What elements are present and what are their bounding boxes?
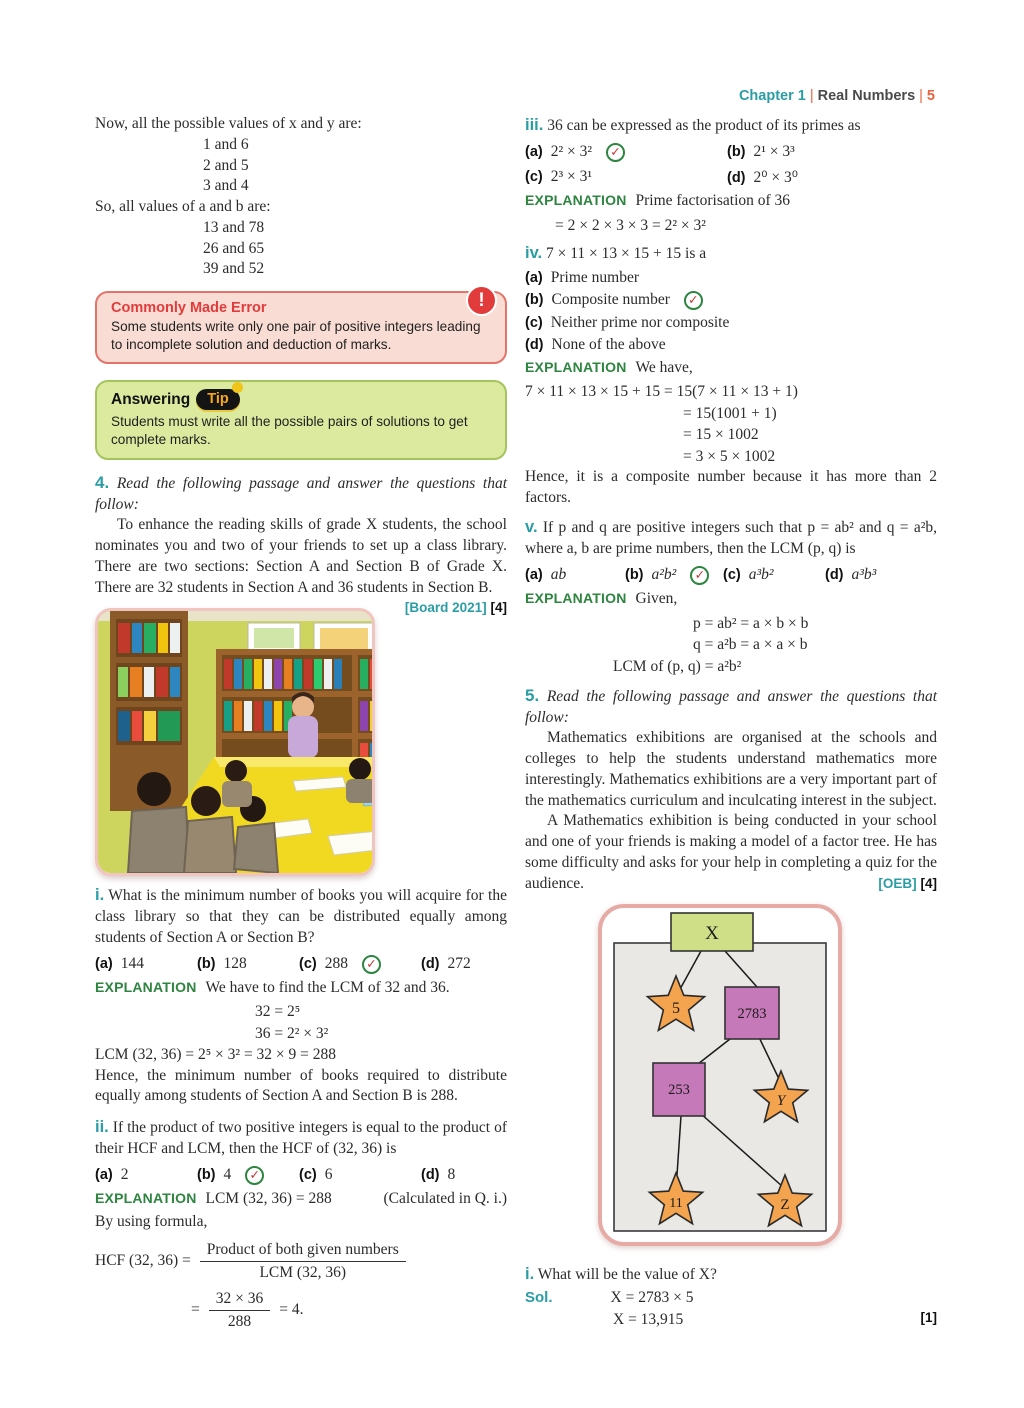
library-photo-illustration (98, 611, 375, 873)
option-a-label: (a) (525, 567, 543, 583)
value-pair: 39 and 52 (203, 260, 265, 278)
option-b-value: 2¹ × 3³ (753, 142, 795, 160)
factor-tree-diagram (597, 903, 844, 1253)
option-d-label: (d) (525, 336, 544, 353)
tip-box-text: Students must write all the possible pairs of solutions to get complete marks. (111, 414, 468, 448)
error-box-text: Some students write only one pair of positive integers leading to incomplete solution and deduction of marks. (111, 319, 481, 352)
page-number: 5 (926, 88, 935, 104)
tip-title-text: Answering (111, 390, 191, 408)
question-i2 (525, 1263, 937, 1286)
explanation-label: EXPLANATION (95, 1189, 197, 1206)
chapter-label: Chapter 1 (738, 88, 806, 104)
solution-equation (525, 1309, 937, 1330)
explanation-label: EXPLANATION (525, 358, 627, 375)
question-iv-explanation (525, 358, 937, 379)
equation: = 15 × 1002 (683, 426, 759, 444)
solution-row (525, 1287, 937, 1308)
marks-badge: [4] (490, 600, 507, 616)
option-b-value: 128 (223, 954, 247, 972)
option-c-label: (c) (723, 567, 741, 583)
header-separator: | (919, 88, 923, 104)
question-iii-explanation (525, 191, 937, 212)
question-4-number: 4. (95, 472, 110, 492)
fraction (200, 1241, 406, 1282)
chapter-title: Real Numbers (817, 88, 916, 104)
option-c-label: (c) (525, 168, 543, 185)
option-a-value: 2² × 3² (550, 142, 593, 160)
exclamation-icon: ! (466, 285, 497, 316)
question-i-options (95, 955, 507, 974)
question-4 (95, 472, 507, 516)
solution-equation: X = 2783 × 5 (610, 1289, 694, 1307)
option-a-label: (a) (95, 955, 113, 972)
option-a-value: Prime number (550, 268, 639, 286)
option-d-value: 8 (447, 1165, 456, 1183)
question-iv-text: 7 × 11 × 13 × 15 + 15 is a (546, 244, 707, 262)
option-a-value: 144 (120, 954, 144, 972)
option-d-value: a³b³ (851, 566, 877, 583)
question-4-passage (95, 515, 507, 616)
equation: = 2 × 2 × 3 × 3 = 2² × 3² (555, 216, 706, 234)
explanation-text: LCM (32, 36) = 288 (205, 1189, 332, 1207)
option-a-label: (a) (95, 1166, 113, 1183)
equation: q = a²b = a × a × b (693, 636, 808, 654)
answering-tip-box (95, 380, 507, 459)
correct-check-icon: ✓ (690, 566, 709, 585)
option-b-label: (b) (197, 955, 216, 972)
question-v-explanation (525, 589, 937, 610)
question-ii (95, 1116, 507, 1160)
option-d-label: (d) (421, 955, 440, 972)
question-iii (525, 114, 937, 137)
option-c-value: a³b² (748, 566, 774, 583)
star-11-label: 11 (669, 1195, 683, 1211)
option-b-label: (b) (727, 143, 746, 160)
equation: LCM of (p, q) = a²b² (613, 657, 742, 675)
question-i-number: i. (95, 886, 105, 905)
question-i (95, 884, 507, 948)
left-column (95, 114, 507, 1339)
question-i-text: What is the minimum number of books you will acquire for the class library so that they can be distributed equally among students of Section A or Section B? (95, 887, 507, 946)
explanation-label: EXPLANATION (95, 978, 197, 995)
result-value: = 4. (279, 1301, 304, 1319)
option-a-label: (a) (525, 143, 543, 160)
equation: 32 = 2⁵ (255, 1003, 301, 1021)
option-c-value: 2³ × 3¹ (550, 167, 593, 185)
correct-check-icon: ✓ (684, 291, 703, 310)
question-5-number: 5. (525, 685, 540, 705)
board-source: [Board 2021] (404, 600, 487, 616)
library-photo (95, 608, 375, 876)
question-v (525, 516, 937, 560)
tip-badge (196, 389, 239, 410)
option-d-value: None of the above (551, 335, 666, 353)
tree-background-panel (614, 943, 826, 1231)
option-b-label: (b) (197, 1166, 216, 1183)
question-v-text: If p and q are positive integers such that p = ab² and q = a²b, where a, b are prime numbers, then the LCM (p, q) is (525, 519, 937, 558)
option-c-value: 6 (324, 1165, 333, 1183)
fraction-numerator: Product of both given numbers (200, 1241, 406, 1262)
passage-reference (375, 598, 507, 619)
value-pair: 26 and 65 (203, 239, 265, 257)
right-column (525, 114, 937, 1339)
option-a-label: (a) (525, 269, 543, 286)
question-ii-text: If the product of two positive integers is equal to the product of their HCF and LCM, then the HCF of (32, 36) is (95, 1119, 507, 1157)
fraction (209, 1290, 271, 1331)
fraction-denominator: 288 (227, 1313, 252, 1331)
option-c-label: (c) (525, 314, 543, 331)
value-pair: 2 and 5 (203, 156, 249, 174)
explanation-text: We have, (635, 358, 693, 376)
tip-badge-text: Tip (207, 391, 229, 408)
option-a-value: 2 (120, 1165, 129, 1183)
explanation-text: Given, (635, 590, 678, 607)
content-columns (95, 114, 937, 1339)
question-iii-text: 36 can be expressed as the product of its primes as (547, 117, 861, 134)
passage-reference (848, 874, 937, 895)
option-a-value: ab (550, 566, 567, 583)
option-c-label: (c) (299, 955, 317, 972)
fraction-numerator: 32 × 36 (209, 1290, 271, 1311)
intro-line-2: So, all values of a and b are: (95, 198, 271, 216)
explanation-text: We have to find the LCM of 32 and 36. (205, 978, 450, 996)
factor-tree-svg (597, 903, 844, 1248)
explanation-note: (Calculated in Q. i.) (383, 1189, 507, 1207)
question-i-conclusion: Hence, the minimum number of books required to distribute equally among students of Section A and Section B is 288. (95, 1066, 507, 1105)
star-y-label: Y (776, 1092, 786, 1109)
value-pair: 1 and 6 (203, 135, 249, 153)
question-i2-number: i. (525, 1264, 535, 1283)
correct-check-icon: ✓ (362, 955, 381, 974)
oeb-source: [OEB] (878, 875, 917, 891)
passage-text: To enhance the reading skills of grade X students, the school nominates you and two of your friends to set up a class library. There are two sections: Section A and Section B of Grade X. There are 32 students in Section A and 36 students in Section B. (95, 516, 507, 596)
passage-text: A Mathematics exhibition is being conducted in your school and one of your friends is making a model of a factor tree. He has some difficulty and asks for your help in completing a quiz for the audience. (525, 812, 937, 892)
correct-check-icon: ✓ (606, 143, 625, 162)
box-253-label: 253 (668, 1081, 690, 1098)
error-box-title: Commonly Made Error (111, 300, 267, 317)
option-c-value: Neither prime nor composite (550, 313, 730, 331)
value-pair: 13 and 78 (203, 218, 265, 236)
explanation-label: EXPLANATION (525, 191, 627, 208)
marks-badge: [4] (920, 875, 937, 891)
question-5 (525, 685, 937, 729)
question-ii-options (95, 1166, 507, 1185)
option-d-label: (d) (727, 169, 746, 186)
commonly-made-error-box (95, 291, 507, 364)
question-4-prompt: Read the following passage and answer the questions that follow: (95, 474, 507, 513)
page-header (739, 88, 935, 104)
value-pair: 3 and 4 (203, 177, 249, 195)
option-b-value: 4 (223, 1165, 232, 1183)
question-5-para1: Mathematics exhibitions are organised at the schools and colleges to help the students understand mathematics more interestingly. Mathematics exhibitions are a very important part of the mathematics curriculum and inculcating interest in the subject. (525, 729, 937, 809)
header-separator: | (809, 88, 814, 104)
option-b-value: Composite number (551, 290, 670, 308)
equation: 7 × 11 × 13 × 15 + 15 = 15(7 × 11 × 13 + 1) (525, 383, 798, 401)
explanation-text: Prime factorisation of 36 (635, 191, 791, 209)
question-ii-explanation (95, 1189, 507, 1210)
question-iv-conclusion: Hence, it is a composite number because it has more than 2 factors. (525, 467, 937, 506)
star-5-label: 5 (672, 999, 680, 1017)
option-c-value: 288 (324, 954, 348, 972)
hcf-formula-row (95, 1241, 507, 1282)
question-5-prompt: Read the following passage and answer the questions that follow: (525, 687, 937, 726)
option-c-label: (c) (299, 1166, 317, 1183)
question-iii-options (525, 143, 937, 187)
fraction-denominator: LCM (32, 36) (259, 1264, 346, 1282)
hcf-result-row (95, 1290, 507, 1331)
question-i-explanation (95, 978, 507, 999)
equation: = 15(1001 + 1) (683, 404, 777, 422)
star-z-label: Z (780, 1196, 790, 1213)
option-d-value: 272 (447, 954, 471, 972)
option-d-value: 2⁰ × 3⁰ (753, 168, 798, 186)
marks-badge: [1] (920, 1309, 937, 1325)
option-b-label: (b) (625, 567, 644, 583)
equals-sign: = (191, 1301, 200, 1319)
formula-intro: By using formula, (95, 1213, 208, 1231)
option-b-label: (b) (525, 291, 544, 308)
correct-check-icon: ✓ (245, 1166, 264, 1185)
solution-label: Sol. (525, 1289, 553, 1307)
bulb-icon (232, 382, 243, 393)
equation: 36 = 2² × 3² (255, 1024, 329, 1042)
question-v-options (525, 566, 937, 585)
solution-value: X = 13,915 (613, 1310, 684, 1328)
tree-root-label: X (705, 922, 719, 944)
question-i2-text: What will be the value of X? (537, 1265, 717, 1283)
equation: p = ab² = a × b × b (693, 614, 809, 632)
question-iii-number: iii. (525, 116, 544, 134)
equation: = 3 × 5 × 1002 (683, 447, 776, 465)
hcf-lhs: HCF (32, 36) = (95, 1252, 191, 1270)
explanation-label: EXPLANATION (525, 590, 627, 606)
question-v-number: v. (525, 518, 538, 537)
question-iv (525, 242, 937, 265)
question-5-para2 (525, 811, 937, 894)
tip-box-title (111, 389, 491, 410)
option-b-value: a²b² (651, 566, 677, 583)
equation: LCM (32, 36) = 2⁵ × 3² = 32 × 9 = 288 (95, 1046, 337, 1064)
question-iv-number: iv. (525, 243, 543, 262)
question-ii-number: ii. (95, 1118, 109, 1137)
intro-line-1: Now, all the possible values of x and y are: (95, 115, 362, 132)
box-2783-label: 2783 (737, 1005, 767, 1022)
option-d-label: (d) (825, 567, 844, 583)
option-d-label: (d) (421, 1166, 440, 1183)
